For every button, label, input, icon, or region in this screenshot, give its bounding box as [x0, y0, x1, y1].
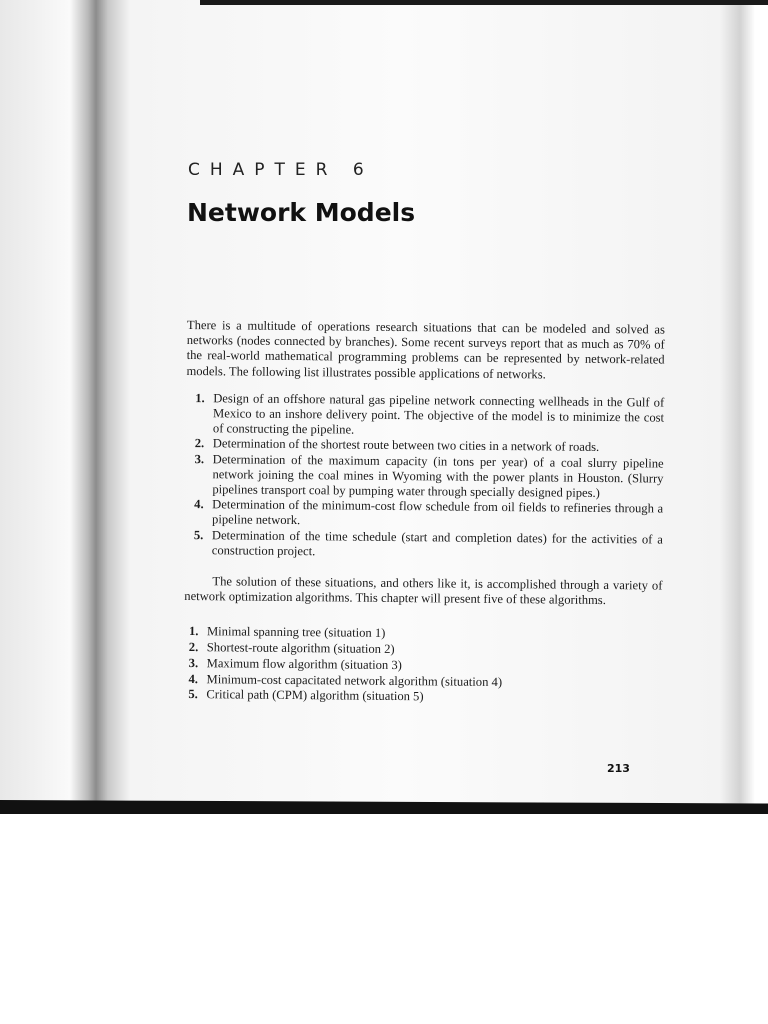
blank-area [0, 814, 768, 1024]
item-number: 2. [188, 640, 199, 655]
item-number: 5. [193, 527, 204, 542]
chapter-title: Network Models [187, 198, 416, 227]
item-number: 5. [188, 687, 198, 702]
item-text: Determination of the shortest route between two cities in a network of roads. [212, 436, 600, 455]
algorithms-list [183, 624, 662, 707]
item-text: Minimum-cost capacitated network algorithm (situation 4) [206, 671, 503, 689]
chapter-label: CHAPTER 6 [188, 160, 374, 180]
item-text: Minimal spanning tree (situation 1) [206, 624, 386, 641]
intro-paragraph: There is a multitude of operations research situations that can be modeled and solved as networks (nodes connected by branches). Some recent surveys report that as much as 70% of the real-world mathematical programming problems can be represented by network-related models. The following list illustrates possible applications of networks. [186, 318, 665, 382]
list-item [185, 497, 663, 532]
item-text: Shortest-route algorithm (situation 2) [206, 640, 395, 657]
item-text: Maximum flow algorithm (situation 3) [206, 656, 402, 672]
applications-list [185, 391, 665, 563]
item-text: Determination of the minimum-cost flow schedule from oil fields to refineries through a pipeline network. [211, 497, 664, 528]
closing-paragraph: The solution of these situations, and others like it, is accomplished through a variety of network optimization algorithms. This chapter will present five of these algorithms. [184, 574, 663, 608]
item-text: Design of an offshore natural gas pipeline network connecting wellheads in the Gulf of Mexico to an inshore delivery point. The objective of the model is to minimize the cost of constructing the pipeline. [212, 391, 665, 437]
list-item [185, 528, 663, 563]
item-text: Determination of the maximum capacity (in tons per year) of a coal slurry pipeline network joining the coal mines in Wyoming with the power plants in Houston. (Slurry pipelines transport coal by pumping water through specially designed pipes.) [212, 451, 664, 501]
list-item [185, 452, 663, 502]
page-number: 213 [607, 762, 630, 775]
list-item [186, 391, 664, 441]
item-number: 4. [188, 671, 199, 686]
item-number: 4. [194, 497, 204, 512]
item-number: 3. [194, 451, 205, 466]
item-number: 2. [194, 436, 205, 451]
item-text: Determination of the time schedule (start and completion dates) for the activities of a construction project. [211, 527, 663, 559]
item-text: Critical path (CPM) algorithm (situation 5) [206, 687, 424, 704]
item-number: 1. [188, 624, 199, 639]
item-number: 3. [188, 655, 199, 670]
page-body [183, 318, 665, 708]
scan-top-edge [200, 0, 768, 5]
item-number: 1. [195, 390, 205, 405]
